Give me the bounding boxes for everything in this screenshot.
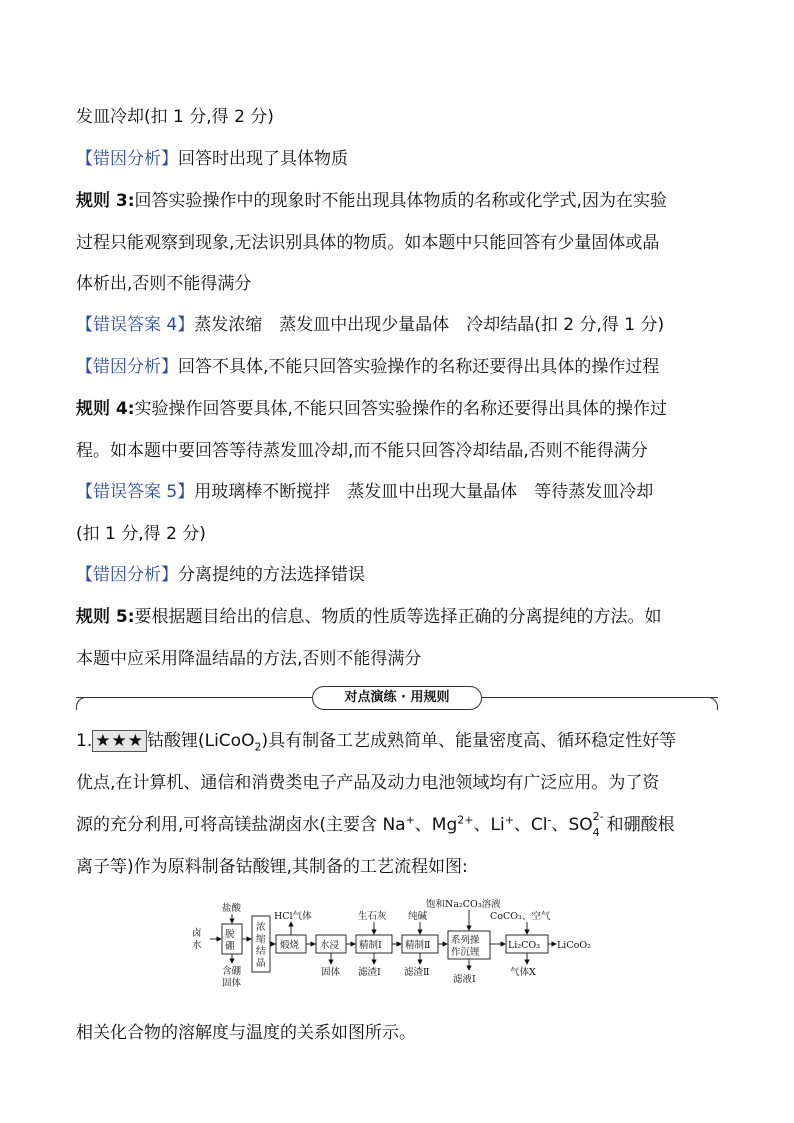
- flow-reagent-soda: 纯碱: [408, 911, 428, 922]
- process-flow-diagram: [190, 898, 600, 994]
- question-text: 钴酸锂(LiCoO: [146, 731, 255, 751]
- flow-step-2d: 晶: [256, 958, 266, 969]
- flow-reagent-coco3: CoCO₃、空气: [490, 911, 551, 922]
- flow-reagent-na2co3: 饱和Na₂CO₃溶液: [426, 899, 501, 910]
- flow-reagent-lime: 生石灰: [358, 911, 387, 922]
- question-text: 、Cl: [513, 815, 548, 835]
- question-text: 和硼酸根: [606, 815, 675, 835]
- flow-output-residue-2: 滤渣Ⅱ: [404, 967, 430, 978]
- flow-output-boron-2: 固体: [222, 978, 242, 989]
- question-line: 优点,在计算机、通信和消费类电子产品及动力电池领域均有广泛应用。为了资: [76, 773, 660, 793]
- flow-output-gas: 气体X: [510, 967, 536, 978]
- flow-step-1a: 脱: [225, 929, 235, 940]
- error-analysis: [76, 148, 348, 170]
- flow-output-hcl: HCl气体: [274, 911, 312, 922]
- rule-text: 回答实验操作中的现象时不能出现具体物质的名称或化学式,因为在实验: [134, 191, 667, 211]
- rule-label: 规则 4:: [76, 399, 135, 419]
- flow-step-8: Li₂CO₃: [508, 940, 541, 951]
- text-line: 体析出,否则不能得满分: [76, 274, 252, 294]
- error-analysis-text: 回答不具体,不能只回答实验操作的名称还要得出具体的操作过程: [178, 357, 660, 377]
- flow-input-a: 卤: [192, 928, 202, 939]
- question-line: 离子等)作为原料制备钴酸锂,其制备的工艺流程如图:: [76, 857, 468, 877]
- error-analysis-tag: 【错因分析】: [76, 357, 178, 377]
- wrong-answer-text: 用玻璃棒不断搅拌 蒸发皿中出现大量晶体 等待蒸发皿冷却: [194, 482, 654, 502]
- wrong-answer-text: 蒸发浓缩 蒸发皿中出现少量晶体 冷却结晶(扣 2 分,得 1 分): [194, 315, 665, 335]
- question-text: 、Mg: [414, 815, 458, 835]
- rule-label: 规则 5:: [76, 607, 135, 627]
- superscript: +: [504, 813, 514, 827]
- rule-5: [76, 606, 662, 628]
- flow-step-1b: 硼: [225, 941, 235, 952]
- flow-input-b: 水: [192, 940, 202, 951]
- flow-step-7b: 作沉锂: [451, 947, 480, 958]
- flow-step-3: 煅烧: [280, 940, 300, 951]
- difficulty-stars: ★★★: [92, 730, 147, 752]
- superscript: 2+: [457, 813, 474, 827]
- flow-step-6: 精制Ⅱ: [405, 940, 431, 951]
- text-line: 程。如本题中要回答等待蒸发皿冷却,而不能只回答冷却结晶,否则不能得满分: [76, 441, 648, 461]
- question-number: 1.: [76, 731, 93, 751]
- text-line: (扣 1 分,得 2 分): [76, 524, 206, 544]
- question-line: 相关化合物的溶解度与温度的关系如图所示。: [76, 1023, 416, 1043]
- text-line: 过程只能观察到现象,无法识别具体的物质。如本题中只能回答有少量固体或晶: [76, 233, 660, 253]
- rule-label: 规则 3:: [76, 191, 135, 211]
- error-analysis-tag: 【错因分析】: [76, 149, 178, 169]
- text-line: 本题中应采用降温结晶的方法,否则不能得满分: [76, 649, 422, 669]
- flow-step-5: 精制Ⅰ: [359, 940, 382, 951]
- section-divider: [76, 686, 718, 710]
- rule-text: 要根据题目给出的信息、物质的性质等选择正确的分离提纯的方法。如: [134, 607, 662, 627]
- flow-output-solid: 固体: [321, 967, 341, 978]
- question-text: )具有制备工艺成熟简单、能量密度高、循环稳定性好等: [261, 731, 677, 751]
- flow-step-2a: 浓: [256, 922, 266, 933]
- superscript: -: [547, 813, 552, 827]
- wrong-answer-tag: 【错误答案 5】: [76, 482, 195, 502]
- error-analysis-text: 回答时出现了具体物质: [178, 149, 348, 169]
- superscript: +: [405, 813, 415, 827]
- question-text: 源的充分利用,可将高镁盐湖卤水(主要含 Na: [76, 815, 406, 835]
- flow-product: LiCoO₂: [557, 940, 591, 951]
- question-line: [76, 730, 676, 752]
- flow-reagent-hcl: 盐酸: [222, 903, 242, 914]
- error-analysis: [76, 356, 659, 378]
- section-title: 对点演练 · 用规则: [312, 686, 482, 710]
- wrong-answer-5: [76, 481, 653, 503]
- flow-step-7a: 系列操: [451, 935, 480, 946]
- flow-step-2c: 结: [256, 946, 266, 957]
- wrong-answer-4: [76, 314, 664, 336]
- flow-step-2b: 缩: [256, 934, 266, 945]
- wrong-answer-tag: 【错误答案 4】: [76, 315, 195, 335]
- text-line: 发皿冷却(扣 1 分,得 2 分): [76, 107, 274, 127]
- rule-4: [76, 398, 667, 420]
- flow-step-4: 水浸: [320, 940, 340, 951]
- question-text: 、Li: [473, 815, 505, 835]
- error-analysis: [76, 564, 365, 586]
- rule-text: 实验操作回答要具体,不能只回答实验操作的名称还要得出具体的操作过: [134, 399, 667, 419]
- question-text: 、SO: [551, 815, 593, 835]
- error-analysis-tag: 【错因分析】: [76, 565, 178, 585]
- flow-output-residue-1: 滤渣Ⅰ: [358, 967, 381, 978]
- rule-3: [76, 190, 667, 212]
- sulfate-script: 2- 4: [592, 810, 604, 839]
- error-analysis-text: 分离提纯的方法选择错误: [178, 565, 365, 585]
- subscript: 2: [254, 740, 262, 754]
- flow-output-filtrate: 滤液Ⅰ: [453, 974, 476, 985]
- flow-output-boron-1: 含硼: [222, 966, 242, 977]
- question-line: [76, 810, 675, 839]
